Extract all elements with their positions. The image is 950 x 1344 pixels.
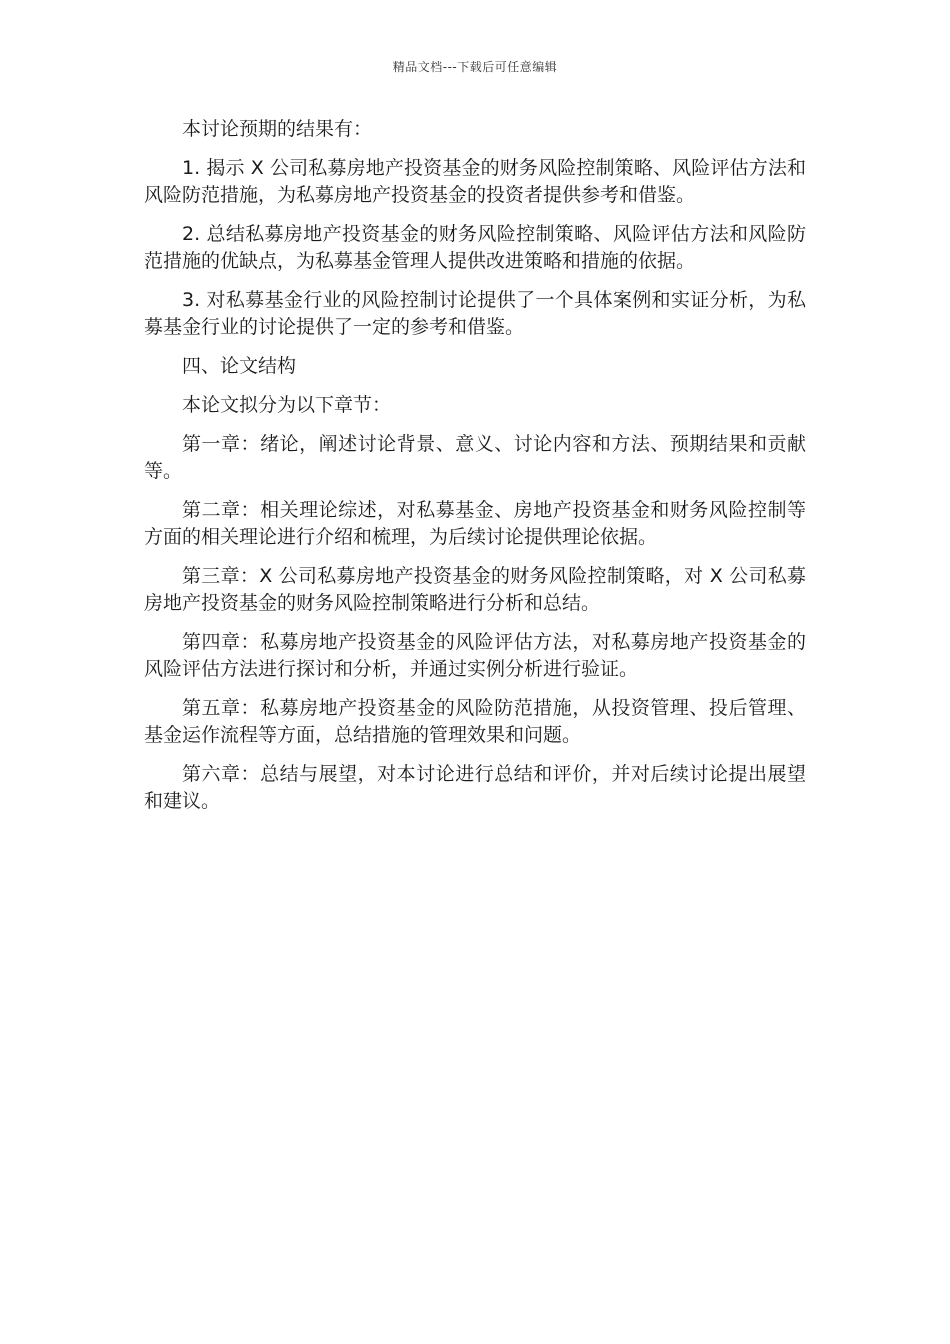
paragraph-chapter-1: 第一章：绪论，阐述讨论背景、意义、讨论内容和方法、预期结果和贡献等。 xyxy=(144,433,806,482)
document-body xyxy=(144,116,806,827)
section-heading-structure: 四、论文结构 xyxy=(182,355,297,377)
paragraph-expected-results-intro: 本讨论预期的结果有： xyxy=(182,118,373,140)
paragraph-chapter-3: 第三章：X 公司私募房地产投资基金的财务风险控制策略，对 X 公司私募房地产投资基金的财务风险控制策略进行分析和总结。 xyxy=(144,565,806,614)
paragraph-result-1: 1. 揭示 X 公司私募房地产投资基金的财务风险控制策略、风险评估方法和风险防范措施，为私募房地产投资基金的投资者提供参考和借鉴。 xyxy=(144,157,806,206)
paragraph-chapter-2: 第二章：相关理论综述，对私募基金、房地产投资基金和财务风险控制等方面的相关理论进行介绍和梳理，为后续讨论提供理论依据。 xyxy=(144,499,806,548)
page-header: 精品文档---下载后可任意编辑 xyxy=(392,60,558,74)
paragraph-result-3: 3. 对私募基金行业的风险控制讨论提供了一个具体案例和实证分析，为私募基金行业的讨论提供了一定的参考和借鉴。 xyxy=(144,289,806,338)
paragraph-chapters-intro: 本论文拟分为以下章节： xyxy=(182,394,392,416)
paragraph-chapter-5: 第五章：私募房地产投资基金的风险防范措施，从投资管理、投后管理、基金运作流程等方面，总结措施的管理效果和问题。 xyxy=(144,697,806,746)
paragraph-chapter-4: 第四章：私募房地产投资基金的风险评估方法，对私募房地产投资基金的风险评估方法进行探讨和分析，并通过实例分析进行验证。 xyxy=(144,631,806,680)
paragraph-result-2: 2. 总结私募房地产投资基金的财务风险控制策略、风险评估方法和风险防范措施的优缺点，为私募基金管理人提供改进策略和措施的依据。 xyxy=(144,223,806,272)
paragraph-chapter-6: 第六章：总结与展望，对本讨论进行总结和评价，并对后续讨论提出展望和建议。 xyxy=(144,763,806,812)
